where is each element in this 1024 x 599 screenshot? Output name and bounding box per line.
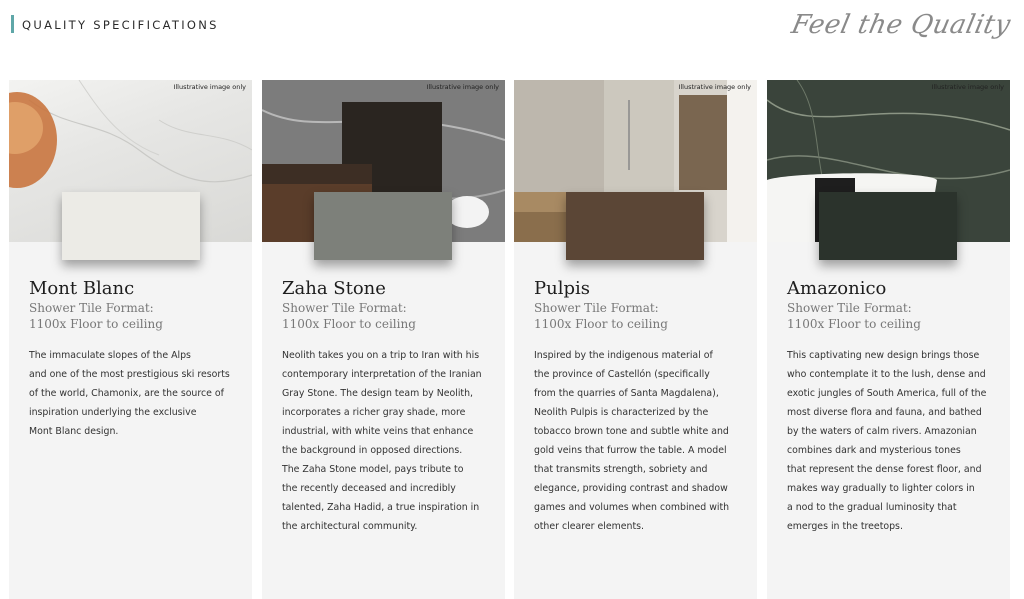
description-line: contemporary interpretation of the Iranian bbox=[282, 369, 482, 380]
product-name: Zaha Stone bbox=[282, 278, 386, 299]
illustrative-note: Illustrative image only bbox=[931, 83, 1004, 91]
product-description bbox=[29, 346, 241, 441]
description-line: a nod to the gradual luminosity that bbox=[787, 502, 957, 513]
header-accent-bar bbox=[11, 15, 14, 33]
description-line: Inspired by the indigenous material of bbox=[534, 350, 713, 361]
product-card-amazonico[interactable] bbox=[767, 80, 1010, 599]
tile-swatch bbox=[566, 192, 704, 260]
description-line: that represent the dense forest floor, and bbox=[787, 464, 982, 475]
description-line: Mont Blanc design. bbox=[29, 426, 119, 437]
description-line: makes way gradually to lighter colors in bbox=[787, 483, 975, 494]
description-line: the background in opposed directions. bbox=[282, 445, 463, 456]
brand-slogan: Feel the Quality bbox=[788, 10, 1014, 40]
description-line: incorporates a richer gray shade, more bbox=[282, 407, 466, 418]
description-line: by the waters of calm rivers. Amazonian bbox=[787, 426, 977, 437]
description-line: games and volumes when combined with bbox=[534, 502, 730, 513]
description-line: other clearer elements. bbox=[534, 521, 645, 532]
product-name: Pulpis bbox=[534, 278, 590, 299]
description-line: The immaculate slopes of the Alps bbox=[29, 350, 191, 361]
tile-swatch bbox=[819, 192, 957, 260]
format-label: Shower Tile Format: bbox=[534, 301, 659, 315]
product-card-mont-blanc[interactable] bbox=[9, 80, 252, 599]
product-card-pulpis[interactable] bbox=[514, 80, 757, 599]
product-name: Amazonico bbox=[787, 278, 887, 299]
description-line: talented, Zaha Hadid, a true inspiration in bbox=[282, 502, 480, 513]
product-card-zaha-stone[interactable] bbox=[262, 80, 505, 599]
description-line: inspiration underlying the exclusive bbox=[29, 407, 197, 418]
description-line: most diverse flora and fauna, and bathed bbox=[787, 407, 982, 418]
format-label: Shower Tile Format: bbox=[29, 301, 154, 315]
illustrative-note: Illustrative image only bbox=[426, 83, 499, 91]
description-line: This captivating new design brings those bbox=[787, 350, 980, 361]
description-line: the recently deceased and incredibly bbox=[282, 483, 456, 494]
description-line: exotic jungles of South America, full of the bbox=[787, 388, 987, 399]
page-title: QUALITY SPECIFICATIONS bbox=[22, 18, 219, 32]
description-line: Neolith Pulpis is characterized by the bbox=[534, 407, 709, 418]
product-description bbox=[282, 346, 494, 536]
format-value: 1100x Floor to ceiling bbox=[29, 317, 163, 331]
format-value: 1100x Floor to ceiling bbox=[534, 317, 668, 331]
format-label: Shower Tile Format: bbox=[282, 301, 407, 315]
product-description bbox=[787, 346, 999, 536]
description-line: Neolith takes you on a trip to Iran with his bbox=[282, 350, 480, 361]
description-line: from the quarries of Santa Magdalena), bbox=[534, 388, 719, 399]
description-line: the province of Castellón (specifically bbox=[534, 369, 710, 380]
description-line: who contemplate it to the lush, dense and bbox=[787, 369, 986, 380]
format-value: 1100x Floor to ceiling bbox=[282, 317, 416, 331]
illustrative-note: Illustrative image only bbox=[173, 83, 246, 91]
tile-swatch bbox=[314, 192, 452, 260]
description-line: and one of the most prestigious ski resorts bbox=[29, 369, 230, 380]
illustrative-note: Illustrative image only bbox=[678, 83, 751, 91]
description-line: tobacco brown tone and subtle white and bbox=[534, 426, 729, 437]
product-description bbox=[534, 346, 746, 536]
description-line: elegance, providing contrast and shadow bbox=[534, 483, 728, 494]
description-line: Gray Stone. The design team by Neolith, bbox=[282, 388, 474, 399]
format-label: Shower Tile Format: bbox=[787, 301, 912, 315]
description-line: that transmits strength, sobriety and bbox=[534, 464, 708, 475]
description-line: of the world, Chamonix, are the source of bbox=[29, 388, 224, 399]
description-line: The Zaha Stone model, pays tribute to bbox=[282, 464, 464, 475]
description-line: industrial, with white veins that enhance bbox=[282, 426, 474, 437]
format-value: 1100x Floor to ceiling bbox=[787, 317, 921, 331]
description-line: gold veins that furrow the table. A model bbox=[534, 445, 727, 456]
page-header bbox=[0, 0, 1024, 60]
product-name: Mont Blanc bbox=[29, 278, 135, 299]
description-line: emerges in the treetops. bbox=[787, 521, 903, 532]
tile-swatch bbox=[62, 192, 200, 260]
description-line: the architectural community. bbox=[282, 521, 418, 532]
description-line: combines dark and mysterious tones bbox=[787, 445, 961, 456]
